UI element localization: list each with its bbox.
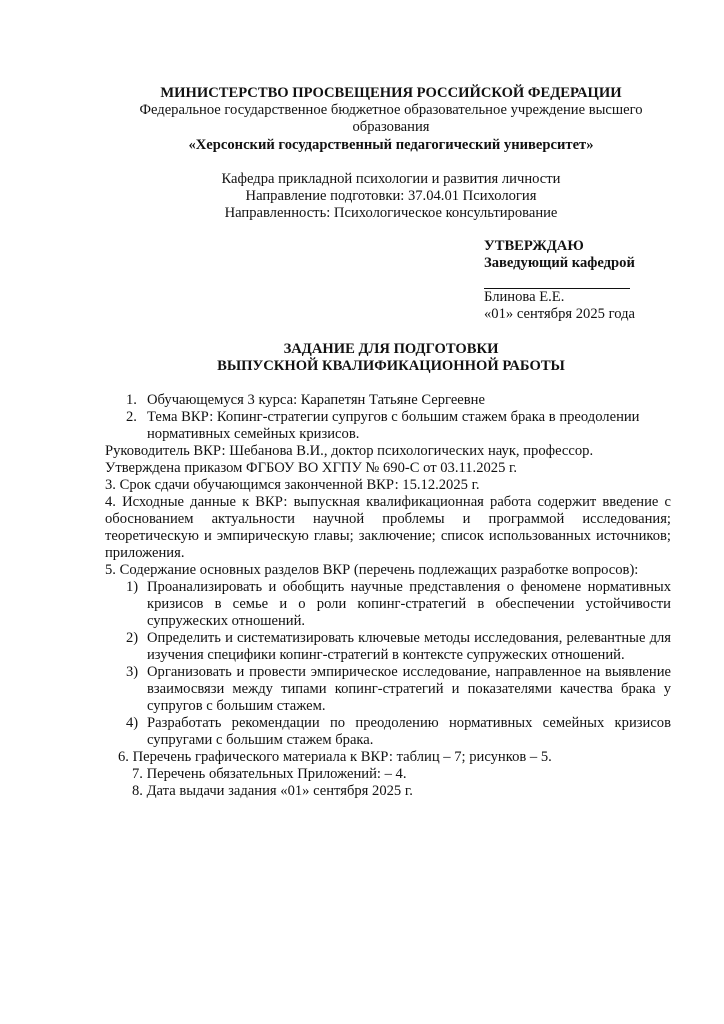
subitem-4-number: 4) [126,715,139,731]
item-3-deadline: 3. Срок сдачи обучающимся законченной ВКР: 15.12.2025 г. [105,477,480,493]
subitem-2-number: 2) [126,630,139,646]
focus-line: Направленность: Психологическое консультирование [224,205,558,221]
item-2-line-2: нормативных семейных кризисов. [147,426,360,442]
item-8: 8. Дата выдачи задания «01» сентября 2025 г. [132,783,413,799]
subitem-3-number: 3) [126,664,139,680]
direction-line: Направление подготовки: 37.04.01 Психология [245,188,537,204]
subitem-3-line-3: супругов с большим стажем. [147,698,326,714]
item-4-line-1: 4. Исходные данные к ВКР: выпускная квалификационная работа содержит введение с [105,494,671,510]
order-line: Утверждена приказом ФГБОУ ВО ХГПУ № 690-С от 03.11.2025 г. [105,460,518,476]
approval-date: «01» сентября 2025 года [484,306,635,322]
item-1-number: 1. [126,392,137,408]
subitem-3-line-1: Организовать и провести эмпирическое исследование, направленное на выявление [147,664,671,680]
subitem-1-line-3: супружеских отношений. [147,613,306,629]
doc-title-line-2: ВЫПУСКНОЙ КВАЛИФИКАЦИОННОЙ РАБОТЫ [217,358,565,374]
subitem-4-line-2: супругами с большим стажем брака. [147,732,374,748]
subitem-4-line-1: Разработать рекомендации по преодолению нормативных семейных кризисов [147,715,671,731]
approval-title: УТВЕРЖДАЮ [484,238,584,254]
item-4-line-4: приложения. [105,545,185,561]
institution-line-2: образования [352,119,430,135]
subitem-1-line-2: кризисов в семье и о роли копинг-стратегий в обеспечении устойчивости [147,596,671,612]
department-line: Кафедра прикладной психологии и развития личности [221,171,561,187]
item-4-line-2: обоснованием актуальности научной проблемы и программой исследования; [105,511,671,527]
item-4-line-3: теоретическую и эмпирическую главы; заключение; список использованных источников; [105,528,671,544]
subitem-3-line-2: взаимосвязи между типами копинг-стратегий и показателями качества брака у [147,681,671,697]
university-name: «Херсонский государственный педагогический университет» [188,137,594,153]
item-2-number: 2. [126,409,137,425]
subitem-1-number: 1) [126,579,139,595]
subitem-1-line-1: Проанализировать и обобщить научные представления о феномене нормативных [147,579,671,595]
approval-role: Заведующий кафедрой [484,255,635,271]
item-1-text: Обучающемуся 3 курса: Карапетян Татьяне Сергеевне [147,392,485,408]
item-7: 7. Перечень обязательных Приложений: – 4. [132,766,407,782]
item-2-line-1: Тема ВКР: Копинг-стратегии супругов с большим стажем брака в преодолении [147,409,640,425]
subitem-2-line-1: Определить и систематизировать ключевые методы исследования, релевантные для [147,630,671,646]
approver-name: Блинова Е.Е. [484,289,565,305]
institution-line-1: Федеральное государственное бюджетное образовательное учреждение высшего [139,102,643,118]
doc-title-line-1: ЗАДАНИЕ ДЛЯ ПОДГОТОВКИ [283,341,499,357]
item-6: 6. Перечень графического материала к ВКР: таблиц – 7; рисунков – 5. [118,749,552,765]
ministry-heading: МИНИСТЕРСТВО ПРОСВЕЩЕНИЯ РОССИЙСКОЙ ФЕДЕРАЦИИ [160,85,622,101]
supervisor-line: Руководитель ВКР: Шебанова В.И., доктор психологических наук, профессор. [105,443,594,459]
item-5-title: 5. Содержание основных разделов ВКР (перечень подлежащих разработке вопросов): [105,562,639,578]
subitem-2-line-2: изучения специфики копинг-стратегий в контексте супружеских отношений. [147,647,625,663]
